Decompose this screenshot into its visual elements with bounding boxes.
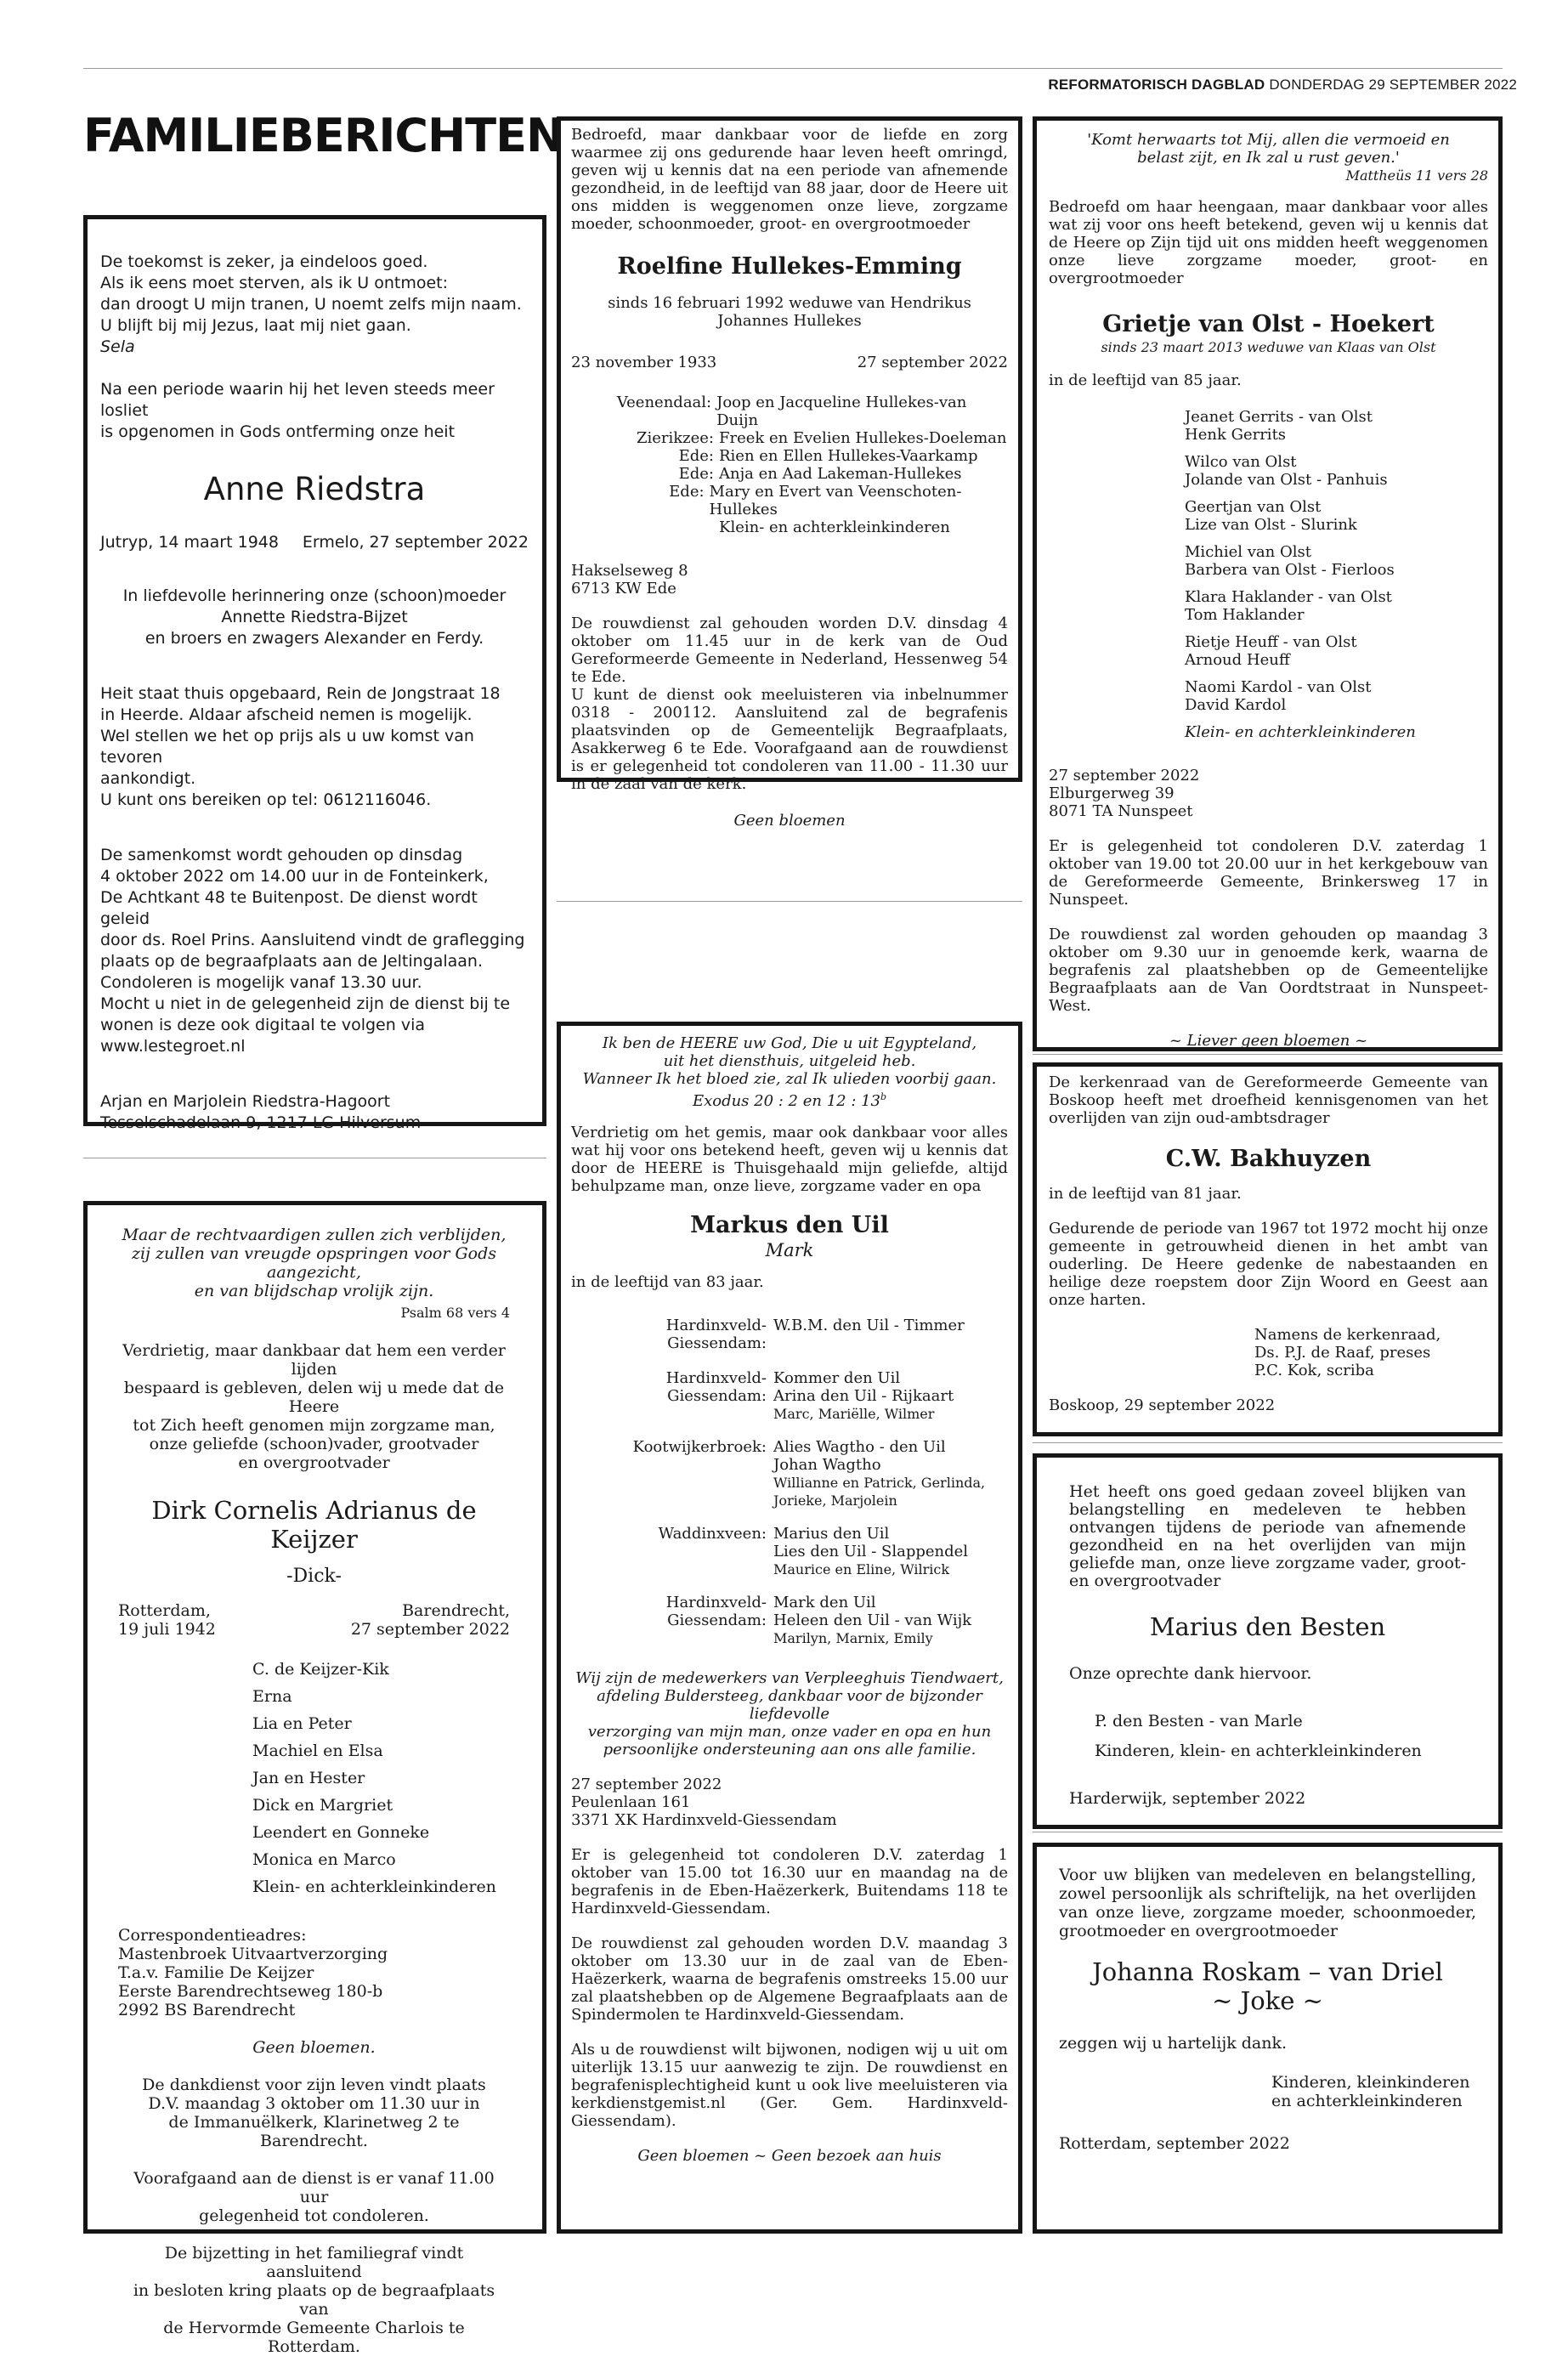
family-member: Monica en Marco xyxy=(252,1850,396,1869)
family-names: Freek en Evelien Hullekes-Doeleman xyxy=(719,429,1007,447)
family-names: Alies Wagtho - den Uil Johan Wagtho xyxy=(773,1438,946,1474)
riedstra-memory: In liefdevolle herinnering onze (schoon)moeder Annette Riedstra-Bijzet en broers en zwagers Alexander en Ferdy. xyxy=(122,586,507,648)
col3-separator-1 xyxy=(1033,1054,1503,1055)
uil-name: Markus den Uil xyxy=(690,1212,889,1238)
riedstra-service: De samenkomst wordt gehouden op dinsdag 4 oktober 2022 om 14.00 uur in de Fonteinkerk, De Achtkant 48 te Buitenpost. De dienst wordt geleid door ds. Roel Prins. Aansluitend vindt de graflegging plaats op de begraafplaats aan de Jeltingalaan. Condoleren is mogelijk vanaf 13.30 uur. Mocht u niet in de gelegenheid zijn de dienst bij te wonen is deze ook digitaal te volgen via www.lestegroet.nl xyxy=(100,846,525,1056)
hullekes-widow: sinds 16 februari 1992 weduwe van Hendrikus Johannes Hullekes xyxy=(608,294,971,330)
keijzer-verse-ref: Psalm 68 vers 4 xyxy=(400,1305,510,1321)
riedstra-intro: Na een periode waarin hij het leven steeds meer losliet is opgenomen in Gods ontferming onze heit xyxy=(100,380,495,441)
riedstra-poem: De toekomst is zeker, ja eindeloos goed. Als ik eens moet sterven, als ik U ontmoet: dan droogt U mijn tranen, U noemt zelfs mijn naam. U blijft bij mij Jezus, laat mij niet gaan. xyxy=(100,252,522,335)
family-member: Michiel van Olst Barbera van Olst - Fierloos xyxy=(1185,543,1395,579)
family-member: Wilco van Olst Jolande van Olst - Panhuis xyxy=(1185,453,1388,489)
family-names: Anja en Aad Lakeman-Hullekes xyxy=(719,465,962,483)
keijzer-birth-date: 19 juli 1942 xyxy=(118,1620,216,1639)
family-names: Rien en Ellen Hullekes-Vaarkamp xyxy=(719,447,978,465)
notice-bakhuyzen xyxy=(1033,1062,1503,1436)
family-kids: Willianne en Patrick, Gerlinda, Jorieke, Marjolein xyxy=(773,1475,986,1509)
family-member: Naomi Kardol - van Olst David Kardol xyxy=(1185,678,1372,714)
family-member: C. de Keijzer-Kik xyxy=(252,1660,389,1679)
keijzer-name: Dirk Cornelis Adrianus de Keijzer xyxy=(151,1496,477,1554)
olst-age: in de leeftijd van 85 jaar. xyxy=(1049,371,1242,389)
hullekes-intro: Bedroefd, maar dankbaar voor de liefde en zorg waarmee zij ons gedurende haar leven heeft omringd, geven wij u kennis dat na een periode van afnemende gezondheid, in de leeftijd van 88 jaar, door de Heere uit ons midden is weggenomen onze lieve, zorgzame moeder, schoonmoeder, groot- en overgrootmoeder xyxy=(571,126,1008,233)
bakhuyzen-signature: Namens de kerkenraad, Ds. P.J. de Raaf, preses P.C. Kok, scriba xyxy=(1254,1326,1441,1379)
olst-widow: sinds 23 maart 2013 weduwe van Klaas van Olst xyxy=(1101,339,1436,355)
riedstra-poem-author: Sela xyxy=(100,337,135,356)
family-place: Hardinxveld-Giessendam: xyxy=(665,1594,767,1629)
bakhuyzen-name: C.W. Bakhuyzen xyxy=(1165,1146,1372,1172)
notice-hullekes xyxy=(557,116,1022,830)
roskam-family: Kinderen, kleinkinderen en achterkleinkinderen xyxy=(1271,2073,1470,2110)
besten-intro: Het heeft ons goed gedaan zoveel blijken van belangstelling en medeleven te hebben ontvangen tijdens de periode van afnemende gezondheid en na het overlijden van mijn geliefde man, onze lieve zorgzame vader, groot- en overgrootvader xyxy=(1069,1482,1466,1590)
roskam-name: Johanna Roskam – van Driel xyxy=(1092,1957,1443,1986)
keijzer-dates xyxy=(118,1601,510,1639)
family-names: Joop en Jacqueline Hullekes-van Duijn xyxy=(716,394,967,429)
family-member: Machiel en Elsa xyxy=(252,1742,383,1760)
keijzer-condolence: Voorafgaand aan de dienst is er vanaf 11.00 uur gelegenheid tot condoleren. xyxy=(133,2169,495,2225)
uil-condolence: Er is gelegenheid tot condoleren D.V. zaterdag 1 oktober van 15.00 tot 16.30 uur en maandag na de begrafenis in de Eben-Haëzerkerk, Buitendams 118 te Hardinxveld-Giessendam. xyxy=(571,1846,1008,1917)
hullekes-birth: 23 november 1933 xyxy=(571,354,717,371)
uil-thanks: Wij zijn de medewerkers van Verpleeghuis Tiendwaert, afdeling Buldersteeg, dankbaar voor de bijzonder liefdevolle verzorging van mijn man, onze vader en opa en hun persoonlijke ondersteuning aan ons alle familie. xyxy=(575,1669,1004,1759)
paper-date: DONDERDAG 29 SEPTEMBER 2022 xyxy=(1269,76,1517,93)
page-header xyxy=(1048,76,1517,93)
bakhuyzen-intro: De kerkenraad van de Gereformeerde Gemeente van Boskoop heeft met droefheid kennisgenomen van het overlijden van zijn oud-ambtsdrager xyxy=(1049,1073,1488,1127)
olst-name: Grietje van Olst - Hoekert xyxy=(1102,311,1435,337)
uil-verse: Ik ben de HEERE uw God, Die u uit Egypteland, uit het diensthuis, uitgeleid heb. Wanneer Ik het bloed zie, zal Ik ulieden voorbij gaan. xyxy=(582,1034,997,1088)
family-place: Kootwijkerbroek: xyxy=(632,1438,767,1456)
hullekes-dates xyxy=(571,354,1008,371)
family-place xyxy=(571,518,719,536)
uil-no-flowers: Geen bloemen ~ Geen bezoek aan huis xyxy=(637,2147,942,2165)
notice-uil xyxy=(557,1022,1022,2234)
family-place: Hardinxveld-Giessendam: xyxy=(665,1317,767,1352)
keijzer-service: De dankdienst voor zijn leven vindt plaats D.V. maandag 3 oktober om 11.30 uur in de Immanuëlkerk, Klarinetweg 2 te Barendrecht. xyxy=(142,2076,486,2150)
keijzer-family xyxy=(252,1656,510,1900)
family-member: Rietje Heuff - van Olst Arnoud Heuff xyxy=(1185,633,1357,669)
roskam-nickname: ~ Joke ~ xyxy=(1212,1986,1323,2015)
olst-intro: Bedroefd om haar heengaan, maar dankbaar voor alles wat zij voor ons heeft betekend, geven wij u kennis dat de Heere op Zijn tijd uit ons midden heeft weggenomen onze lieve zorgzame moeder, groot- en overgrootmoeder xyxy=(1049,198,1488,287)
notice-olst xyxy=(1033,116,1503,1051)
family-names: Mary en Evert van Veenschoten-Hullekes xyxy=(709,483,962,518)
notice-besten xyxy=(1033,1453,1503,1829)
family-member: Lia en Peter xyxy=(252,1714,352,1733)
keijzer-intro: Verdrietig, maar dankbaar dat hem een verder lijden bespaard is gebleven, delen wij u mede dat de Heere tot Zich heeft genomen mijn zorgzame man, onze geliefde (schoon)vader, grootvader en overgrootvader xyxy=(122,1341,506,1472)
family-names: Kommer den Uil Arina den Uil - Rijkaart xyxy=(773,1369,954,1405)
olst-grandchildren: Klein- en achterkleinkinderen xyxy=(1185,723,1416,741)
family-kids: Marilyn, Marnix, Emily xyxy=(773,1630,933,1646)
keijzer-verse: Maar de rechtvaardigen zullen zich verblijden, zij zullen van vreugde opspringen voor Gods aangezicht, en van blijdschap vrolijk zijn. xyxy=(122,1226,507,1300)
roskam-place-date: Rotterdam, september 2022 xyxy=(1059,2134,1290,2153)
family-names: Klein- en achterkleinkinderen xyxy=(719,518,950,536)
notice-riedstra xyxy=(83,215,546,1132)
riedstra-address: Arjan en Marjolein Riedstra-Hagoort Tesselschadelaan 9, 1217 LG Hilversum xyxy=(100,1092,422,1132)
uil-intro: Verdrietig om het gemis, maar ook dankbaar voor alles wat hij voor ons betekend heeft, geven wij u kennis dat door de HEERE is Thuisgehaald mijn geliefde, altijd behulpzame man, onze lieve, zorgzame vader en opa xyxy=(571,1124,1008,1195)
header-rule xyxy=(83,68,1503,69)
uil-verse-ref: Exodus 20 : 2 en 12 : 13 xyxy=(692,1092,881,1110)
family-place: Ede: xyxy=(678,465,714,483)
keijzer-burial: De bijzetting in het familiegraf vindt aansluitend in besloten kring plaats op de begraafplaats van de Hervormde Gemeente Charlois te Rotterdam. xyxy=(133,2244,495,2356)
roskam-thanks: zeggen wij u hartelijk dank. xyxy=(1059,2034,1288,2053)
keijzer-correspondence: Correspondentieadres: Mastenbroek Uitvaartverzorging T.a.v. Familie De Keijzer Eerste Barendrechtseweg 180-b 2992 BS Barendrecht xyxy=(118,1926,388,2019)
hullekes-service: De rouwdienst zal gehouden worden D.V. dinsdag 4 oktober om 11.45 uur in de kerk van de Oud Gereformeerde Gemeente in Nederland, Hessenweg 54 te Ede. xyxy=(571,614,1008,686)
hullekes-name: Roelfine Hullekes-Emming xyxy=(617,253,962,280)
family-place: Ede: xyxy=(669,483,705,501)
keijzer-birth-place: Rotterdam, xyxy=(118,1601,211,1620)
family-member: Leendert en Gonneke xyxy=(252,1823,430,1842)
olst-service: De rouwdienst zal worden gehouden op maandag 3 oktober om 9.30 uur in genoemde kerk, waarna de begrafenis zal plaatshebben op de Gemeentelijke Begraafplaats aan de Van Oordtstraat in Nunspeet-West. xyxy=(1049,926,1488,1015)
family-place: Veenendaal: xyxy=(616,394,712,411)
keijzer-nickname: -Dick- xyxy=(286,1566,342,1587)
family-place: Hardinxveld-Giessendam: xyxy=(665,1369,767,1405)
uil-service: De rouwdienst zal gehouden worden D.V. maandag 3 oktober om 13.30 uur in de zaal van de Eben-Haëzerkerk, waarna de begrafenis omstreeks 15.00 uur zal plaatshebben op de Algemene Begraafplaats aan de Spindermolen te Hardinxveld-Giessendam. xyxy=(571,1934,1008,2024)
roskam-intro: Voor uw blijken van medeleven en belangstelling, zowel persoonlijk als schriftelijk, na het overlijden van onze lieve, zorgzame moeder, schoonmoeder, grootmoeder en overgrootmoeder xyxy=(1059,1866,1476,1940)
hullekes-death: 27 september 2022 xyxy=(857,354,1008,371)
keijzer-death-place: Barendrecht, xyxy=(402,1601,510,1620)
olst-address: 27 september 2022 Elburgerweg 39 8071 TA Nunspeet xyxy=(1049,767,1200,820)
hullekes-family xyxy=(571,394,1008,536)
page-title: FAMILIEBERICHTEN xyxy=(83,109,564,162)
family-member: Jan en Hester xyxy=(252,1769,365,1787)
family-member: Klara Haklander - van Olst Tom Haklander xyxy=(1185,588,1392,624)
bakhuyzen-place-date: Boskoop, 29 september 2022 xyxy=(1049,1396,1276,1414)
olst-no-flowers: ~ Liever geen bloemen ~ xyxy=(1169,1032,1368,1050)
hullekes-online: U kunt de dienst ook meeluisteren via inbelnummer 0318 - 200112. Aansluitend zal de begrafenis plaatsvinden op de Gemeentelijk Begraafplaats, Asakkerweg 6 te Ede. Voorafgaand aan de rouwdienst is er gelegenheid tot condoleren van 11.00 - 11.30 uur in de zaal van de kerk. xyxy=(571,686,1008,793)
uil-nickname: Mark xyxy=(765,1240,814,1260)
paper-name: REFORMATORISCH DAGBLAD xyxy=(1048,76,1265,93)
besten-place-date: Harderwijk, september 2022 xyxy=(1069,1789,1306,1808)
family-member: Jeanet Gerrits - van Olst Henk Gerrits xyxy=(1185,408,1373,444)
besten-family: P. den Besten - van Marle Kinderen, klein- en achterkleinkinderen xyxy=(1095,1712,1422,1760)
family-member: Klein- en achterkleinkinderen xyxy=(252,1877,496,1896)
hullekes-address: Hakselseweg 8 6713 KW Ede xyxy=(571,562,688,597)
keijzer-death-date: 27 september 2022 xyxy=(350,1620,510,1639)
riedstra-viewing: Heit staat thuis opgebaard, Rein de Jongstraat 18 in Heerde. Aldaar afscheid nemen is mogelijk. Wel stellen we het op prijs als u uw komst van tevoren aankondigt. U kunt ons bereiken op tel: 0612116046. xyxy=(100,684,501,809)
family-member: Geertjan van Olst Lize van Olst - Slurink xyxy=(1185,498,1357,534)
olst-condolence: Er is gelegenheid tot condoleren D.V. zaterdag 1 oktober van 19.00 tot 20.00 uur in het kerkgebouw van de Gereformeerde Gemeente, Brinkersweg 17 in Nunspeet. xyxy=(1049,837,1488,909)
family-names: Marius den Uil Lies den Uil - Slappendel xyxy=(773,1525,969,1560)
uil-age: in de leeftijd van 83 jaar. xyxy=(571,1273,764,1291)
col3-separator-2 xyxy=(1033,1442,1503,1443)
olst-verse: 'Komt herwaarts tot Mij, allen die vermoeid en belast zijt, en Ik zal u rust geven.' xyxy=(1087,131,1450,167)
riedstra-name: Anne Riedstra xyxy=(203,471,426,507)
riedstra-dates xyxy=(100,532,529,553)
col2-separator xyxy=(557,901,1022,902)
hullekes-no-flowers: Geen bloemen xyxy=(733,812,846,830)
uil-family xyxy=(571,1317,1008,1647)
olst-family xyxy=(1185,408,1488,741)
family-kids: Marc, Mariëlle, Wilmer xyxy=(773,1406,935,1422)
uil-verse-ref-line xyxy=(571,1088,1008,1110)
family-place: Zierikzee: xyxy=(636,429,714,447)
keijzer-no-flowers: Geen bloemen. xyxy=(252,2038,376,2057)
family-names: Mark den Uil Heleen den Uil - van Wijk xyxy=(773,1594,972,1629)
bakhuyzen-age: in de leeftijd van 81 jaar. xyxy=(1049,1185,1242,1203)
besten-thanks: Onze oprechte dank hiervoor. xyxy=(1069,1664,1312,1683)
uil-verse-sup: b xyxy=(880,1091,887,1102)
olst-verse-ref: Mattheüs 11 vers 28 xyxy=(1345,167,1488,184)
riedstra-birth: Jutryp, 14 maart 1948 xyxy=(100,533,279,552)
family-kids: Maurice en Eline, Wilrick xyxy=(773,1561,950,1577)
uil-online: Als u de rouwdienst wilt bijwonen, nodigen wij u uit om uiterlijk 13.15 uur aanwezig te zijn. De rouwdienst en begrafenisplechtigheid kunt u ook live meeluisteren via kerkdienstgemist.nl (Ger. Gem. Hardinxveld-Giessendam). xyxy=(571,2041,1008,2130)
besten-name: Marius den Besten xyxy=(1149,1612,1386,1641)
family-member: Dick en Margriet xyxy=(252,1796,393,1815)
notice-roskam xyxy=(1033,1843,1503,2234)
uil-address: 27 september 2022 Peulenlaan 161 3371 XK Hardinxveld-Giessendam xyxy=(571,1775,837,1829)
notice-keijzer xyxy=(83,1201,546,2356)
bakhuyzen-text: Gedurende de periode van 1967 tot 1972 mocht hij onze gemeente in getrouwheid dienen in het ambt van ouderling. De Heere gedenke de nabestaanden en heilige deze roepstem door Zijn Woord en Geest aan onze harten. xyxy=(1049,1220,1488,1309)
family-names: W.B.M. den Uil - Timmer xyxy=(773,1317,965,1334)
family-place: Waddinxveen: xyxy=(658,1525,767,1543)
riedstra-death: Ermelo, 27 september 2022 xyxy=(302,533,529,552)
family-member: Erna xyxy=(252,1687,292,1706)
family-place: Ede: xyxy=(678,447,714,465)
